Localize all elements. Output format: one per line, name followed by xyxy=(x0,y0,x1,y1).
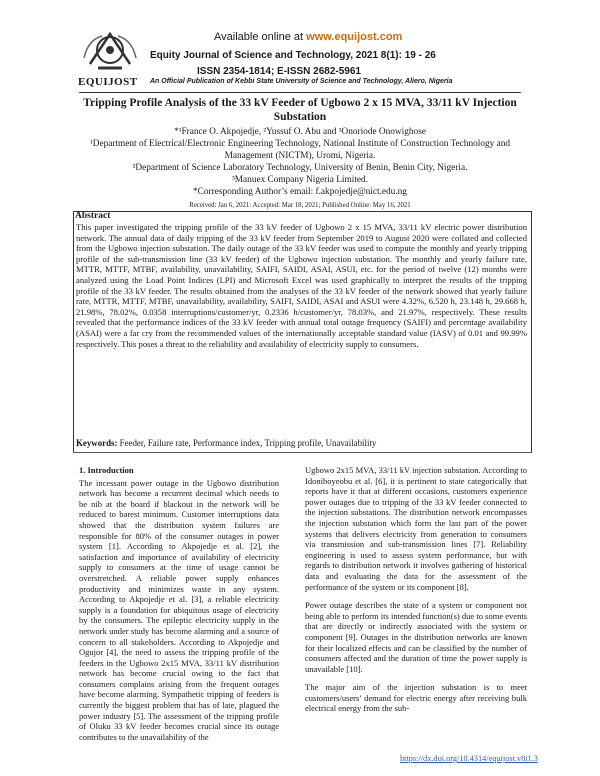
doi-link[interactable]: https://dx.doi.org/10.4314/equijost.v8i1.3 xyxy=(400,754,538,763)
journal-logo-icon xyxy=(80,28,144,76)
publisher-line: An Official Publication of Kebbi State University of Science and Technology, Aliero, Nigeria xyxy=(150,78,453,85)
abstract-heading: Abstract xyxy=(75,211,111,221)
left-column xyxy=(79,465,279,750)
right-paragraph-1: Ugbowo 2x15 MVA, 33/11 kV injection substation. According to Idoniboyeobu et al. [6], it is pertinent to state categorically that reports have it that at different occasions, customers experience power outages due to tripping of the 33 kV feeder connected to the injection substations. The distribution network encompasses the injection substation which form the last part of the power systems that delivers electricity from generation to consumers via transmission and sub-transmission lines [7]. Reliability engineering is used to assess system performance, but with regards to distribution network it involves gathering of historical data and evaluating the data for the assessment of the performance of the system or its component [8]. xyxy=(305,465,527,592)
right-paragraph-2: Power outage describes the state of a system or component not being able to perform its intended function(s) due to some events that are directly or indirectly associated with the system or component [9]. Outages in the distribution networks are known for their localized effects and can be classified by the number of consumers affected and the duration of time the power supply is unavailable [10]. xyxy=(305,600,527,674)
header-rule xyxy=(79,92,521,93)
keywords-label: Keywords: xyxy=(76,438,118,448)
left-paragraph-1: The incessant power outage in the Ugbowo distribution network has become a recurrent decimal which needs to be nib at the board if blackout in the network will be reduced to barest minimum. Customer interruptions data showed that the distribution system failures are responsible for 80% of the consumer outages in power system [1]. According to Akpojedje et al. [2], the satisfaction and importance of availability of electricity supply to consumers at the time of usage cannot be overstretched. A reliable power supply enhances productivity and minimizes waste in any system. According to Akpojedje et al. [3], a reliable electricity supply is a foundation for ubiquitous usage of electricity by the consumers. The epileptic electricity supply in the network under study has become alarming and a source of concern to all stakeholders. According to Akpojedje and Ogujor [4], the need to assess the tripping profile of the feeders in the Ugbowo 2x15 MVA, 33/11 kV distribution network has become crucial owing to the fact that consumers complains arising from the frequent outages have become alarming. Sympathetic tripping of feeders is currently the biggest problem that has of late, plagued the power industry [5]. The assessment of the tripping profile of Oluku 33 kV feeder becomes crucial since its outage contributes to the unavailability of the xyxy=(79,477,279,742)
issn-line: ISSN 2354-1814; E-ISSN 2682-5961 xyxy=(197,66,361,77)
abstract-text: This paper investigated the tripping profile of the 33 kV feeder of Ugbowo 2 x 15 MVA, 33/11 kV electric power distribution network. The annual data of daily tripping of the 33 kV feeder from September 2019 to August 2020 were collated and collected from the Ugbowo injection substation. The daily outage of the 33 kV feeder was used to compute the monthly and yearly tripping profile of the sub-transmission line (33 kV feeder) of the Ugbowo injection substation. The monthly and yearly failure rate, MTTR, MTTF, MTBF, availability, unavailability, SAIFI, SAIDI, ASAI, ASUI, etc. for the period of twelve (12) months were analyzed using the Load Point Indices (LPI) and Microsoft Excel was used graphically to interpret the results of the tripping profile of the 33 kV feeder. The results obtained from the analyses of the 33 kV feeder of the network showed that yearly failure rate, MTTR, MTTF, MTBF, unavailability, availability, SAIFI, SAIDI, ASAI and ASUI were 4.32%, 6.520 h, 23.148 h, 29.668 h, 21.98%, 78.02%, 0.0358 interruptions/customer/yr, 0.2336 h/customer/yr, 78.03%, and 21.97%, respectively. These results revealed that the performance indices of the 33 kV feeder with annual total outage frequency (SAIFI) and percentage availability (ASAI) were a far cry from the recommended values of the internationally acceptable standard value (IASV) of 0.01 and 99.99% respectively. This poses a threat to the reliability and availability of electricity supply to consumers. xyxy=(76,222,527,349)
affiliation-3: ³Manuex Company Nigeria Limited. xyxy=(231,175,368,185)
affiliation-2: ²Department of Science Laboratory Technology, University of Benin, Benin City, Nigeria. xyxy=(132,163,468,173)
right-paragraph-3: The major aim of the injection substation is to meet customers/users’ demand for electric energy after receiving bulk electrical energy from the sub- xyxy=(305,682,527,714)
journal-citation: Equity Journal of Science and Technology, 2021 8(1): 19 - 26 xyxy=(150,50,436,61)
received-dates: Received: Jan 6, 2021: Accepted: Mar 18, 2021; Published Online: May 16, 2021 xyxy=(189,202,411,209)
authors: *¹France O. Akpojedje, ²Yussuf O. Abu and ³Onoriode Onowighose xyxy=(174,127,426,137)
availability-line xyxy=(214,31,402,43)
abstract-rule xyxy=(73,452,532,453)
keywords-list: Feeder, Failure rate, Performance index, Tripping profile, Unavailability xyxy=(117,438,377,448)
keywords xyxy=(76,438,376,448)
logo-name: EQUIJOST xyxy=(78,76,138,88)
introduction-heading: 1. Introduction xyxy=(79,465,134,475)
paper-title: Tripping Profile Analysis of the 33 kV Feeder of Ugbowo 2 x 15 MVA, 33/11 kV Injection Substation xyxy=(83,97,517,123)
journal-site-link[interactable]: www.equijost.com xyxy=(306,31,403,43)
affiliation-1: ¹Department of Electrical/Electronic Engineering Technology, National Institute of Construction Technology and Management (NICTM), Uromi, Nigeria. xyxy=(89,139,511,161)
available-prefix: Available online at xyxy=(214,31,307,43)
corresponding-email[interactable]: *Corresponding Author’s email: f.akpojedje@nict.edu.ng xyxy=(193,187,407,197)
right-column xyxy=(305,465,527,722)
